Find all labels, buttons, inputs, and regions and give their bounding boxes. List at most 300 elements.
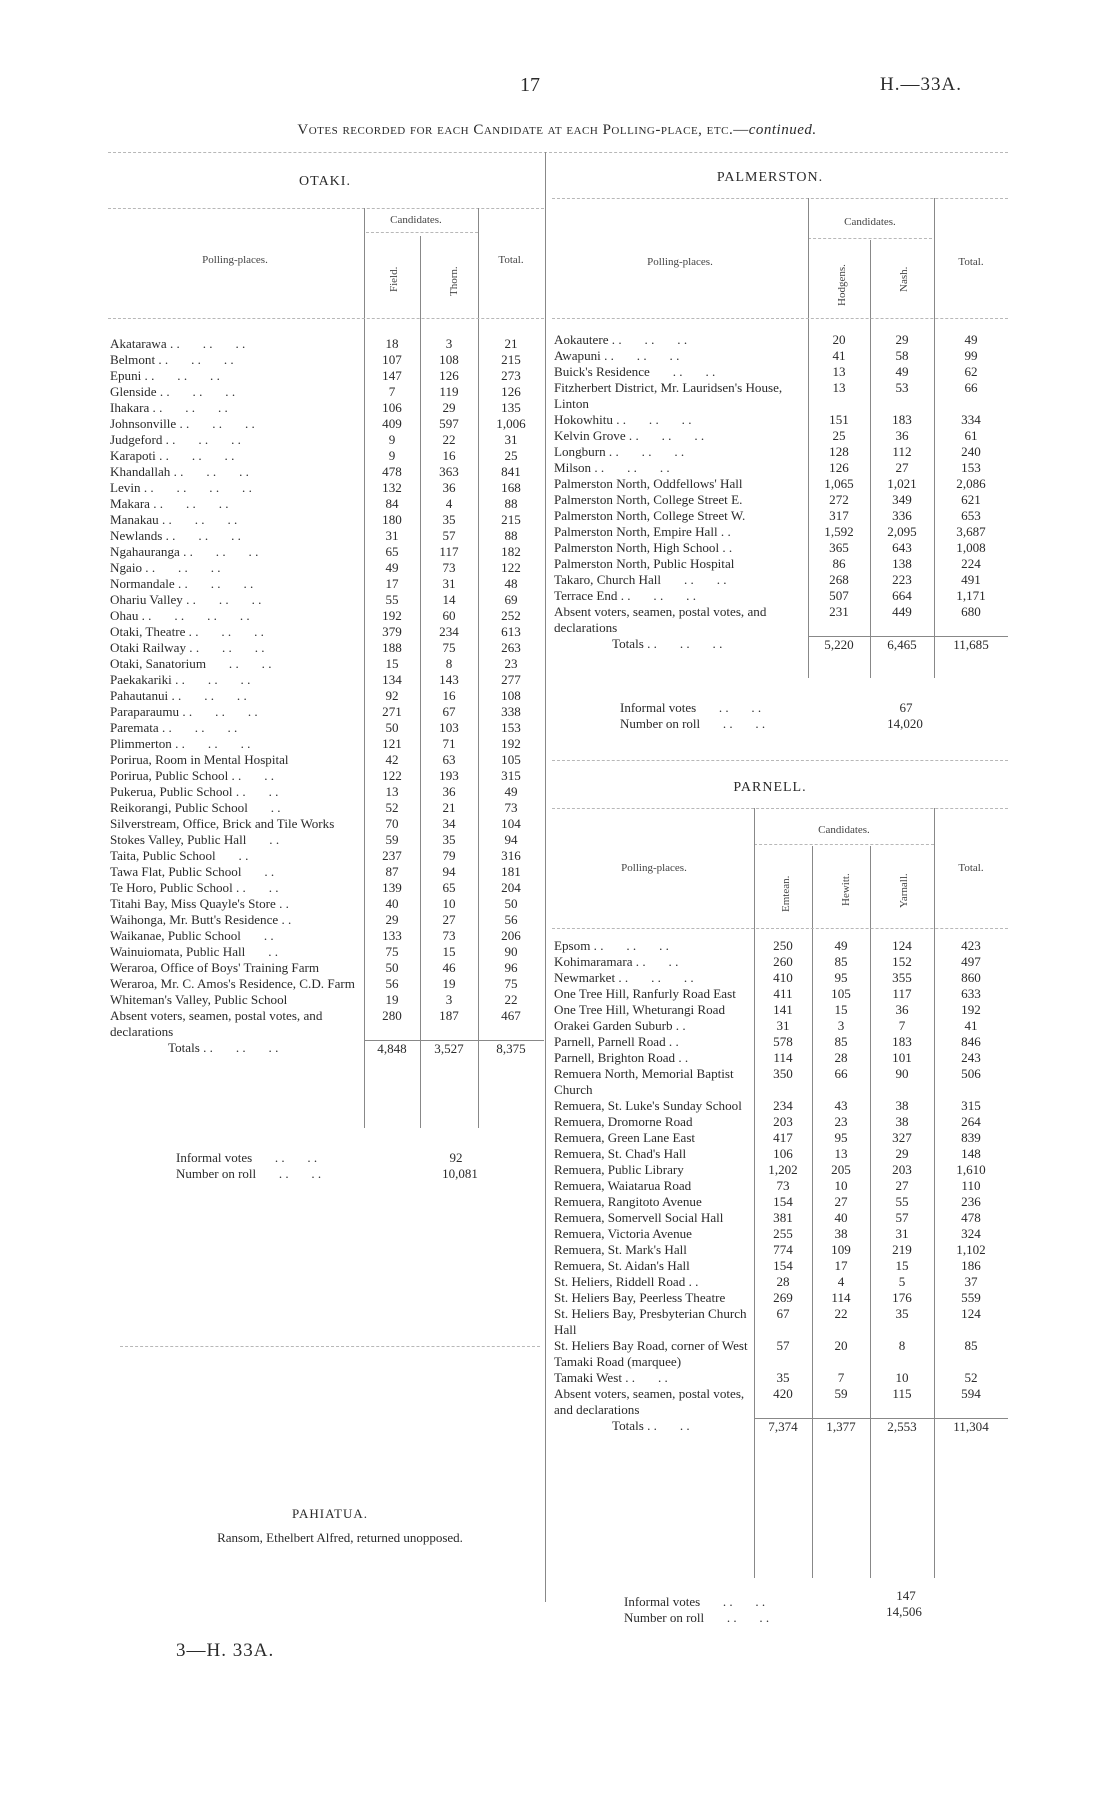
total-cell: 124 xyxy=(961,1306,981,1321)
palmerston-roll-value: 14,020 xyxy=(887,716,923,731)
polling-place: Glenside . . . . . . xyxy=(110,384,236,399)
table-row xyxy=(552,1018,1008,1034)
total-cell: 108 xyxy=(501,688,521,703)
total-cell: 243 xyxy=(961,1050,981,1065)
table-row xyxy=(552,572,1008,588)
votes-cell: 55 xyxy=(895,1194,909,1209)
votes-cell: 112 xyxy=(892,444,912,459)
polling-place: Remuera, Dromorne Road xyxy=(554,1114,693,1129)
polling-place: Ihakara . . . . . . xyxy=(110,400,228,415)
total-cell: 315 xyxy=(961,1098,981,1113)
votes-cell: 192 xyxy=(382,608,402,623)
votes-cell: 105 xyxy=(831,986,851,1001)
votes-cell: 154 xyxy=(773,1258,793,1273)
table-row xyxy=(552,492,1008,508)
table-row xyxy=(108,704,544,720)
votes-cell: 203 xyxy=(892,1162,912,1177)
heading-rule xyxy=(108,152,1008,153)
total-cell: 633 xyxy=(961,986,981,1001)
votes-cell: 117 xyxy=(892,986,912,1001)
votes-cell: 87 xyxy=(385,864,399,879)
table-row xyxy=(108,656,544,672)
table-row xyxy=(108,384,544,400)
votes-cell: 60 xyxy=(442,608,456,623)
otaki-cand1-header: Field. xyxy=(388,266,400,292)
total-cell: 85 xyxy=(964,1338,978,1353)
votes-cell: 19 xyxy=(385,992,399,1007)
total-cell: 88 xyxy=(504,496,518,511)
votes-cell: 38 xyxy=(895,1114,909,1129)
totals-label: Totals . . . . . . xyxy=(612,636,723,651)
total-cell: 839 xyxy=(961,1130,981,1145)
polling-place: Aokautere . . . . . . xyxy=(554,332,688,347)
total-cell: 324 xyxy=(961,1226,981,1241)
total-cell: 96 xyxy=(504,960,518,975)
total-cell: 192 xyxy=(961,1002,981,1017)
polling-place: Hokowhitu . . . . . . xyxy=(554,412,692,427)
polling-place: Kohimaramara . . . . xyxy=(554,954,679,969)
votes-cell: 183 xyxy=(892,412,912,427)
votes-cell: 13 xyxy=(832,380,846,395)
votes-cell: 73 xyxy=(442,560,456,575)
total-cell: 94 xyxy=(504,832,518,847)
votes-cell: 272 xyxy=(829,492,849,507)
votes-cell: 134 xyxy=(382,672,402,687)
table-row xyxy=(552,1050,1008,1066)
total-cell: 594 xyxy=(961,1386,981,1401)
votes-cell: 36 xyxy=(895,428,909,443)
polling-place: Epsom . . . . . . xyxy=(554,938,669,953)
votes-cell: 250 xyxy=(773,938,793,953)
polling-place: Judgeford . . . . . . xyxy=(110,432,241,447)
polling-place: Te Horo, Public School . . . . xyxy=(110,880,279,895)
table-row xyxy=(108,544,544,560)
votes-cell: 8 xyxy=(898,1338,906,1353)
table-row xyxy=(552,1258,1008,1274)
votes-cell: 133 xyxy=(382,928,402,943)
total-cell: 110 xyxy=(961,1178,981,1193)
total-cell: 206 xyxy=(501,928,521,943)
votes-cell: 31 xyxy=(895,1226,909,1241)
total-cell: 37 xyxy=(964,1274,978,1289)
polling-place: Makara . . . . . . xyxy=(110,496,229,511)
polling-place: Otaki, Theatre . . . . . . xyxy=(110,624,264,639)
parnell-title: PARNELL. xyxy=(733,780,807,795)
votes-cell: 115 xyxy=(892,1386,912,1401)
votes-cell: 1,592 xyxy=(824,524,854,539)
parnell-polling-header: Polling-places. xyxy=(621,862,687,874)
otaki-header-bottom-rule xyxy=(108,318,544,319)
votes-cell: 52 xyxy=(385,800,399,815)
table-row xyxy=(552,524,1008,540)
polling-place: Milson . . . . . . xyxy=(554,460,670,475)
table-row xyxy=(552,1034,1008,1050)
table-row xyxy=(108,848,544,864)
votes-cell: 363 xyxy=(439,464,459,479)
votes-cell: 41 xyxy=(832,348,846,363)
votes-cell: 20 xyxy=(832,332,846,347)
total-cell: 338 xyxy=(501,704,521,719)
table-row xyxy=(108,368,544,384)
polling-place: Palmerston North, College Street E. xyxy=(554,492,743,507)
polling-place: Longburn . . . . . . xyxy=(554,444,685,459)
votes-cell: 7 xyxy=(388,384,396,399)
votes-cell: 147 xyxy=(382,368,402,383)
votes-cell: 85 xyxy=(834,1034,848,1049)
total-votes-cell: 3,527 xyxy=(420,1040,478,1057)
table-row xyxy=(552,348,1008,364)
votes-cell: 13 xyxy=(832,364,846,379)
total-cell: 168 xyxy=(501,480,521,495)
polling-place: Ohariu Valley . . . . . . xyxy=(110,592,262,607)
votes-cell: 49 xyxy=(385,560,399,575)
votes-cell: 55 xyxy=(385,592,399,607)
total-cell: 153 xyxy=(961,460,981,475)
total-cell: 90 xyxy=(504,944,518,959)
total-cell: 2,086 xyxy=(956,476,986,491)
votes-cell: 255 xyxy=(773,1226,793,1241)
polling-place: Ohau . . . . . . . . xyxy=(110,608,250,623)
votes-cell: 40 xyxy=(834,1210,848,1225)
palmerston-candidates-header: Candidates. xyxy=(844,216,896,228)
table-row xyxy=(108,592,544,608)
polling-place: Waihonga, Mr. Butt's Residence . . xyxy=(110,912,292,927)
table-row xyxy=(108,496,544,512)
total-votes-cell: 6,465 xyxy=(870,636,934,653)
palmerston-polling-header: Polling-places. xyxy=(647,256,713,268)
total-cell: 224 xyxy=(961,556,981,571)
polling-place: Waikanae, Public School . . xyxy=(110,928,274,943)
table-row xyxy=(552,412,1008,428)
total-cell: 215 xyxy=(501,352,521,367)
votes-cell: 234 xyxy=(773,1098,793,1113)
total-cell: 1,610 xyxy=(956,1162,986,1177)
votes-cell: 132 xyxy=(382,480,402,495)
polling-place: St. Heliers Bay Road, corner of West Tamaki Road (marquee) xyxy=(554,1338,751,1369)
votes-cell: 22 xyxy=(834,1306,848,1321)
otaki-total-header: Total. xyxy=(498,254,524,266)
table-row xyxy=(552,332,1008,348)
palmerston-total-header: Total. xyxy=(958,256,984,268)
votes-cell: 18 xyxy=(385,336,399,351)
votes-cell: 119 xyxy=(439,384,459,399)
otaki-informal-label: Informal votes . . . . xyxy=(176,1150,318,1165)
votes-cell: 73 xyxy=(776,1178,790,1193)
polling-place: Paekakariki . . . . . . xyxy=(110,672,251,687)
pahiatua-text: Ransom, Ethelbert Alfred, returned unopposed. xyxy=(217,1530,463,1545)
votes-cell: 95 xyxy=(834,1130,848,1145)
total-cell: 506 xyxy=(961,1066,981,1081)
total-cell: 273 xyxy=(501,368,521,383)
table-row xyxy=(108,688,544,704)
polling-place: Reikorangi, Public School . . xyxy=(110,800,281,815)
polling-place: Pukerua, Public School . . . . xyxy=(110,784,279,799)
total-cell: 236 xyxy=(961,1194,981,1209)
polling-place: Remuera, St. Chad's Hall xyxy=(554,1146,687,1161)
votes-cell: 15 xyxy=(834,1002,848,1017)
table-row xyxy=(108,736,544,752)
votes-cell: 17 xyxy=(834,1258,848,1273)
votes-cell: 106 xyxy=(382,400,402,415)
votes-cell: 19 xyxy=(442,976,456,991)
polling-place: Ngahauranga . . . . . . xyxy=(110,544,259,559)
table-row xyxy=(108,512,544,528)
table-row xyxy=(108,352,544,368)
votes-cell: 84 xyxy=(385,496,399,511)
votes-cell: 7 xyxy=(898,1018,906,1033)
votes-cell: 2,095 xyxy=(887,524,917,539)
votes-cell: 95 xyxy=(834,970,848,985)
polling-place: Weraroa, Mr. C. Amos's Residence, C.D. Farm xyxy=(110,976,355,991)
total-cell: 860 xyxy=(961,970,981,985)
totals-label: Totals . . . . . . xyxy=(168,1040,279,1055)
heading-continued: continued. xyxy=(748,122,817,138)
votes-cell: 31 xyxy=(442,576,456,591)
table-row xyxy=(552,1162,1008,1178)
votes-cell: 143 xyxy=(439,672,459,687)
grand-total-cell: 11,304 xyxy=(934,1418,1008,1435)
polling-place: Belmont . . . . . . xyxy=(110,352,234,367)
votes-cell: 29 xyxy=(385,912,399,927)
parnell-header-bottom-rule xyxy=(552,928,1008,929)
total-cell: 478 xyxy=(961,1210,981,1225)
votes-cell: 42 xyxy=(385,752,399,767)
votes-cell: 1,065 xyxy=(824,476,854,491)
totals-row xyxy=(552,1418,1008,1435)
table-row xyxy=(552,1178,1008,1194)
polling-place: Remuera, St. Aidan's Hall xyxy=(554,1258,690,1273)
polling-place: Remuera, Public Library xyxy=(554,1162,684,1177)
votes-cell: 597 xyxy=(439,416,459,431)
votes-cell: 27 xyxy=(834,1194,848,1209)
votes-cell: 280 xyxy=(382,1008,402,1023)
table-row xyxy=(108,528,544,544)
votes-cell: 29 xyxy=(442,400,456,415)
table-row xyxy=(108,448,544,464)
votes-cell: 234 xyxy=(439,624,459,639)
palmerston-bottom-rule xyxy=(552,760,1008,761)
votes-cell: 271 xyxy=(382,704,402,719)
otaki-roll-label: Number on roll . . . . xyxy=(176,1166,322,1181)
votes-cell: 50 xyxy=(385,960,399,975)
polling-place: Absent voters, seamen, postal votes, and declarations xyxy=(554,1386,748,1417)
polling-place: Manakau . . . . . . xyxy=(110,512,238,527)
totals-row xyxy=(108,1040,544,1057)
polling-place: Otaki Railway . . . . . . xyxy=(110,640,265,655)
votes-cell: 109 xyxy=(831,1242,851,1257)
votes-cell: 29 xyxy=(895,1146,909,1161)
votes-cell: 35 xyxy=(442,832,456,847)
polling-place: Porirua, Public School . . . . xyxy=(110,768,275,783)
votes-cell: 219 xyxy=(892,1242,912,1257)
votes-cell: 10 xyxy=(834,1178,848,1193)
votes-cell: 478 xyxy=(382,464,402,479)
parnell-candidates-rule xyxy=(754,844,934,845)
votes-cell: 231 xyxy=(829,604,849,619)
polling-place: Paremata . . . . . . xyxy=(110,720,238,735)
total-cell: 186 xyxy=(961,1258,981,1273)
votes-cell: 46 xyxy=(442,960,456,975)
parnell-total-header: Total. xyxy=(958,862,984,874)
votes-cell: 14 xyxy=(442,592,456,607)
votes-cell: 38 xyxy=(834,1226,848,1241)
table-row xyxy=(552,556,1008,572)
votes-cell: 317 xyxy=(829,508,849,523)
votes-cell: 31 xyxy=(385,528,399,543)
votes-cell: 180 xyxy=(382,512,402,527)
votes-cell: 13 xyxy=(385,784,399,799)
votes-cell: 420 xyxy=(773,1386,793,1401)
votes-cell: 94 xyxy=(442,864,456,879)
total-cell: 215 xyxy=(501,512,521,527)
total-cell: 122 xyxy=(501,560,521,575)
table-row xyxy=(552,364,1008,380)
polling-place: Silverstream, Office, Brick and Tile Works xyxy=(110,816,335,831)
total-cell: 240 xyxy=(961,444,981,459)
votes-cell: 10 xyxy=(442,896,456,911)
table-row xyxy=(552,1098,1008,1114)
votes-cell: 327 xyxy=(892,1130,912,1145)
total-cell: 613 xyxy=(501,624,521,639)
votes-cell: 139 xyxy=(382,880,402,895)
table-row xyxy=(552,1370,1008,1386)
votes-cell: 58 xyxy=(895,348,909,363)
palmerston-candidates-rule xyxy=(808,238,932,239)
total-votes-cell: 4,848 xyxy=(364,1040,420,1057)
votes-cell: 28 xyxy=(834,1050,848,1065)
votes-cell: 63 xyxy=(442,752,456,767)
total-cell: 88 xyxy=(504,528,518,543)
votes-cell: 35 xyxy=(895,1306,909,1321)
votes-cell: 75 xyxy=(385,944,399,959)
polling-place: Palmerston North, Empire Hall . . xyxy=(554,524,731,539)
votes-cell: 3 xyxy=(445,992,453,1007)
table-row xyxy=(552,1130,1008,1146)
table-row xyxy=(552,1226,1008,1242)
votes-cell: 92 xyxy=(385,688,399,703)
total-cell: 50 xyxy=(504,896,518,911)
table-row xyxy=(108,560,544,576)
table-row xyxy=(108,624,544,640)
total-cell: 41 xyxy=(964,1018,978,1033)
votes-cell: 126 xyxy=(439,368,459,383)
document-reference: H.—33A. xyxy=(880,74,962,95)
palmerston-header-top-rule xyxy=(552,198,1008,199)
total-cell: 49 xyxy=(504,784,518,799)
votes-cell: 268 xyxy=(829,572,849,587)
total-cell: 559 xyxy=(961,1290,981,1305)
votes-cell: 381 xyxy=(773,1210,793,1225)
parnell-roll-value: 14,506 xyxy=(886,1604,922,1619)
votes-cell: 269 xyxy=(773,1290,793,1305)
otaki-title: OTAKI. xyxy=(299,174,351,189)
table-row xyxy=(108,336,544,352)
total-cell: 182 xyxy=(501,544,521,559)
parnell-table xyxy=(552,938,1008,1435)
votes-cell: 114 xyxy=(831,1290,851,1305)
otaki-informal-value: 92 xyxy=(449,1150,463,1165)
page-number: 17 xyxy=(520,74,540,96)
votes-cell: 578 xyxy=(773,1034,793,1049)
polling-place: Epuni . . . . . . xyxy=(110,368,220,383)
total-cell: 277 xyxy=(501,672,521,687)
votes-cell: 90 xyxy=(895,1066,909,1081)
votes-cell: 36 xyxy=(895,1002,909,1017)
total-votes-cell: 2,553 xyxy=(870,1418,934,1435)
total-cell: 1,006 xyxy=(496,416,526,431)
totals-label: Totals . . . . xyxy=(612,1418,690,1433)
votes-cell: 122 xyxy=(382,768,402,783)
votes-cell: 34 xyxy=(442,816,456,831)
table-row xyxy=(552,1290,1008,1306)
polling-place: Akatarawa . . . . . . xyxy=(110,336,246,351)
votes-cell: 79 xyxy=(442,848,456,863)
votes-cell: 4 xyxy=(837,1274,845,1289)
polling-place: Parnell, Brighton Road . . xyxy=(554,1050,689,1065)
table-row xyxy=(108,912,544,928)
table-row xyxy=(552,1210,1008,1226)
polling-place: One Tree Hill, Ranfurly Road East xyxy=(554,986,736,1001)
table-row xyxy=(108,464,544,480)
otaki-polling-header: Polling-places. xyxy=(202,254,268,266)
votes-cell: 15 xyxy=(385,656,399,671)
grand-total-cell: 8,375 xyxy=(478,1040,544,1057)
total-cell: 621 xyxy=(961,492,981,507)
votes-cell: 23 xyxy=(834,1114,848,1129)
total-cell: 264 xyxy=(961,1114,981,1129)
votes-cell: 3 xyxy=(445,336,453,351)
otaki-candidates-header: Candidates. xyxy=(390,214,442,226)
table-row xyxy=(108,832,544,848)
polling-place: Remuera, Rangitoto Avenue xyxy=(554,1194,702,1209)
votes-cell: 205 xyxy=(831,1162,851,1177)
polling-place: Khandallah . . . . . . xyxy=(110,464,249,479)
table-row xyxy=(552,1146,1008,1162)
polling-place: Absent voters, seamen, postal votes, and declarations xyxy=(554,604,770,635)
total-cell: 252 xyxy=(501,608,521,623)
polling-place: Remuera North, Memorial Baptist Church xyxy=(554,1066,737,1097)
table-row xyxy=(552,476,1008,492)
total-cell: 1,171 xyxy=(956,588,986,603)
total-cell: 1,102 xyxy=(956,1242,986,1257)
total-votes-cell: 5,220 xyxy=(808,636,870,653)
votes-cell: 128 xyxy=(829,444,849,459)
votes-cell: 410 xyxy=(773,970,793,985)
total-cell: 846 xyxy=(961,1034,981,1049)
table-row xyxy=(108,416,544,432)
votes-cell: 67 xyxy=(776,1306,790,1321)
table-row xyxy=(108,608,544,624)
votes-cell: 25 xyxy=(832,428,846,443)
polling-place: Stokes Valley, Public Hall . . xyxy=(110,832,280,847)
votes-cell: 8 xyxy=(445,656,453,671)
table-row xyxy=(552,1306,1008,1338)
votes-cell: 50 xyxy=(385,720,399,735)
table-row xyxy=(552,1066,1008,1098)
polling-place: Kelvin Grove . . . . . . xyxy=(554,428,705,443)
votes-cell: 411 xyxy=(773,986,793,1001)
votes-cell: 67 xyxy=(442,704,456,719)
table-row xyxy=(108,576,544,592)
table-row xyxy=(108,992,544,1008)
palmerston-cand2-header: Nash. xyxy=(898,266,910,292)
otaki-candidates-rule xyxy=(366,232,478,233)
polling-place: Remuera, Somervell Social Hall xyxy=(554,1210,724,1225)
votes-cell: 151 xyxy=(829,412,849,427)
votes-cell: 417 xyxy=(773,1130,793,1145)
votes-cell: 154 xyxy=(773,1194,793,1209)
votes-cell: 141 xyxy=(773,1002,793,1017)
